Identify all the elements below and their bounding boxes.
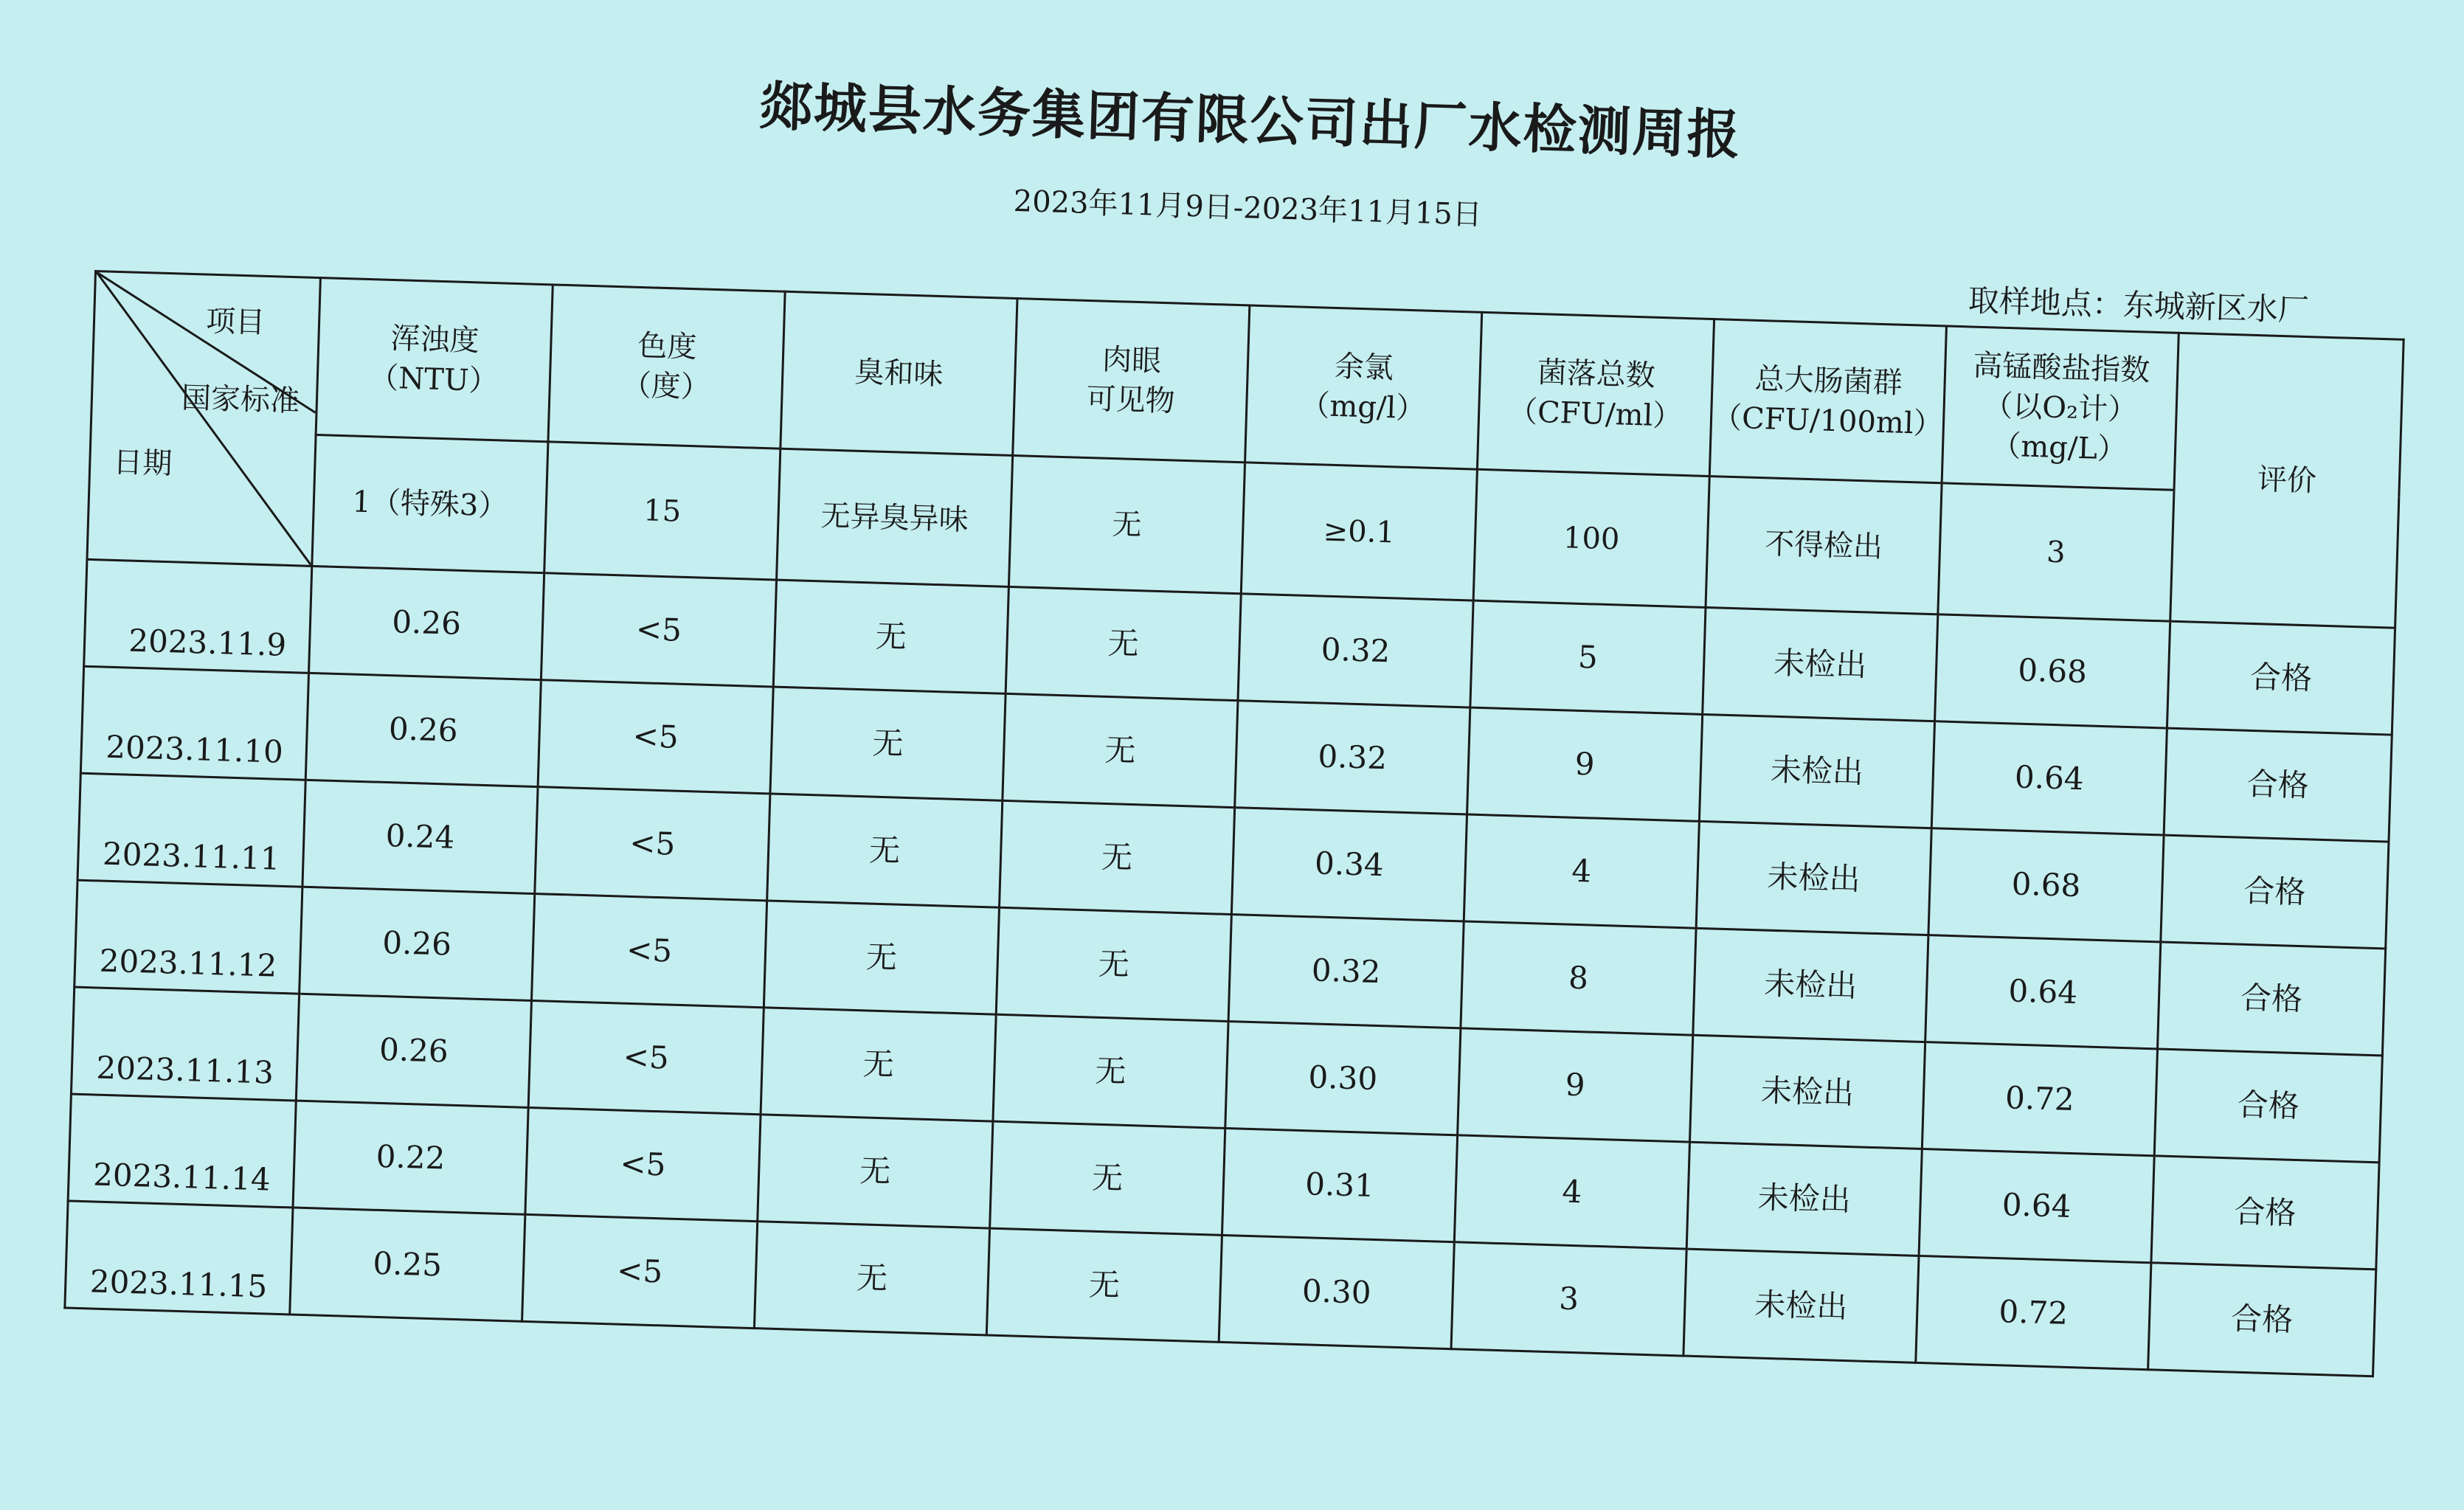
measurement-cell: 0.31 [1222,1128,1457,1241]
measurement-cell: 0.32 [1228,915,1464,1028]
measurement-cell: 未检出 [1686,1142,1922,1256]
date-cell: 2023.11.9 [84,559,312,673]
standard-value-cell: 无 [1008,456,1245,594]
evaluation-cell: 合格 [2151,1156,2379,1270]
measurement-cell: 8 [1461,921,1696,1035]
measurement-cell: 0.26 [300,887,535,1000]
measurement-cell: 无 [773,580,1008,693]
measurement-cell: 未检出 [1703,607,1938,721]
measurement-cell: 0.26 [305,673,541,786]
evaluation-header: 评价 [2170,333,2404,628]
date-cell: 2023.11.15 [65,1201,293,1315]
measurement-cell: 无 [1000,800,1235,914]
measurement-cell: 无 [986,1228,1222,1342]
corner-standard-label: 国家标准 [181,381,300,419]
date-cell: 2023.11.14 [68,1094,296,1208]
measurement-cell: 无 [996,907,1231,1021]
measurement-cell: 无 [758,1115,993,1228]
measurement-cell: 0.26 [296,994,531,1107]
column-header [1477,312,1714,476]
measurement-cell: <5 [538,680,773,794]
standard-value-cell: 100 [1473,469,1709,607]
measurement-cell: 0.30 [1225,1022,1461,1135]
date-cell: 2023.11.10 [80,666,308,780]
standard-value-cell: 不得检出 [1706,477,1942,614]
column-unit: （mg/l） [1299,388,1426,426]
measurement-cell: 0.22 [293,1101,528,1214]
column-name: 菌落总数 [1537,356,1656,393]
standard-value-cell: 无异臭异味 [777,449,1013,586]
measurement-cell: 0.68 [1935,614,2170,728]
measurement-cell: 0.34 [1231,808,1467,921]
measurement-cell: 未检出 [1699,714,1934,828]
measurement-cell: 未检出 [1683,1249,1919,1362]
column-name: 总大肠菌群 [1754,361,1903,401]
measurement-cell: 0.32 [1235,701,1470,814]
measurement-cell: 0.72 [1922,1042,2157,1156]
standard-value-cell: 15 [544,442,781,580]
measurement-cell: 9 [1467,707,1703,821]
measurement-cell: 0.25 [290,1208,525,1321]
measurement-cell: 0.72 [1916,1256,2151,1369]
measurement-cell: 9 [1458,1028,1693,1142]
column-header [1709,319,1946,483]
column-name: 高锰酸盐指数 [1972,348,2150,388]
measurement-cell: 未检出 [1696,821,1931,935]
report-title: 郯城县水务集团有限公司出厂水检测周报 [758,75,1743,167]
measurement-cell: 无 [1003,693,1238,807]
column-name: 臭和味 [854,355,944,392]
measurement-cell: 无 [993,1014,1228,1128]
evaluation-cell: 合格 [2148,1263,2376,1376]
column-name: 余氯 [1334,349,1394,386]
measurement-cell: 无 [770,687,1006,800]
column-name: 肉眼 [1101,342,1162,378]
column-header [1013,299,1250,463]
evaluation-cell: 合格 [2161,835,2389,949]
column-header [548,285,785,449]
measurement-cell: 4 [1454,1135,1689,1249]
evaluation-cell: 合格 [2154,1049,2382,1163]
corner-item-label: 项目 [205,304,266,340]
column-unit: （CFU/ml） [1507,394,1683,434]
measurement-cell: 0.26 [309,566,544,679]
date-cell: 2023.11.12 [75,880,302,994]
measurement-cell: 5 [1470,600,1706,714]
measurement-cell: 0.68 [1928,828,2164,942]
measurement-cell: 3 [1451,1242,1686,1356]
column-unit: （NTU） [368,361,499,399]
standard-value-cell: ≥0.1 [1241,463,1477,600]
measurement-cell: 0.64 [1931,721,2167,835]
report-period: 2023年11月9日-2023年11月15日 [1013,184,1483,232]
column-header [1245,305,1482,469]
date-cell: 2023.11.11 [77,773,305,887]
measurement-cell: 无 [764,901,999,1014]
measurement-cell: 0.64 [1925,935,2161,1049]
measurement-cell: 无 [761,1008,996,1121]
column-unit: 可见物 [1085,381,1176,419]
column-unit-secondary: （mg/L） [1990,429,2128,467]
standard-value-cell: 3 [1938,483,2174,621]
measurement-cell: 无 [1006,586,1241,700]
measurement-cell: 无 [767,794,1003,907]
date-cell: 2023.11.13 [71,987,299,1101]
corner-date-label: 日期 [112,445,173,482]
measurement-cell: 0.64 [1919,1149,2154,1262]
column-header [1942,326,2179,490]
measurement-cell: <5 [531,894,766,1008]
measurement-cell: 未检出 [1689,1035,1925,1149]
water-quality-table [63,270,2404,1377]
column-header [781,291,1017,455]
measurement-cell: 无 [754,1222,989,1335]
column-header [316,278,553,442]
measurement-cell: <5 [525,1107,761,1221]
measurement-cell: 4 [1464,814,1699,928]
sampling-location: 取样地点：东城新区水厂 [1968,282,2310,329]
evaluation-cell: 合格 [2167,621,2395,735]
evaluation-cell: 合格 [2158,942,2386,1056]
measurement-cell: 未检出 [1693,928,1928,1042]
column-unit: （以O₂计） [1982,389,2138,428]
column-name: 浑浊度 [390,321,480,359]
corner-header-cell [87,271,320,567]
standard-value-cell: 1（特殊3） [312,434,548,572]
measurement-cell: <5 [535,787,770,901]
column-name: 色度 [637,328,698,365]
evaluation-cell: 合格 [2164,728,2392,842]
measurement-cell: <5 [522,1214,758,1328]
measurement-cell: 0.24 [302,780,538,893]
measurement-cell: 0.32 [1238,594,1473,707]
column-unit: （度） [621,368,711,405]
measurement-cell: <5 [528,1000,764,1114]
measurement-cell: <5 [541,573,776,687]
column-unit: （CFU/100ml） [1712,401,1944,442]
measurement-cell: 0.30 [1219,1235,1454,1348]
measurement-cell: 无 [990,1121,1225,1235]
